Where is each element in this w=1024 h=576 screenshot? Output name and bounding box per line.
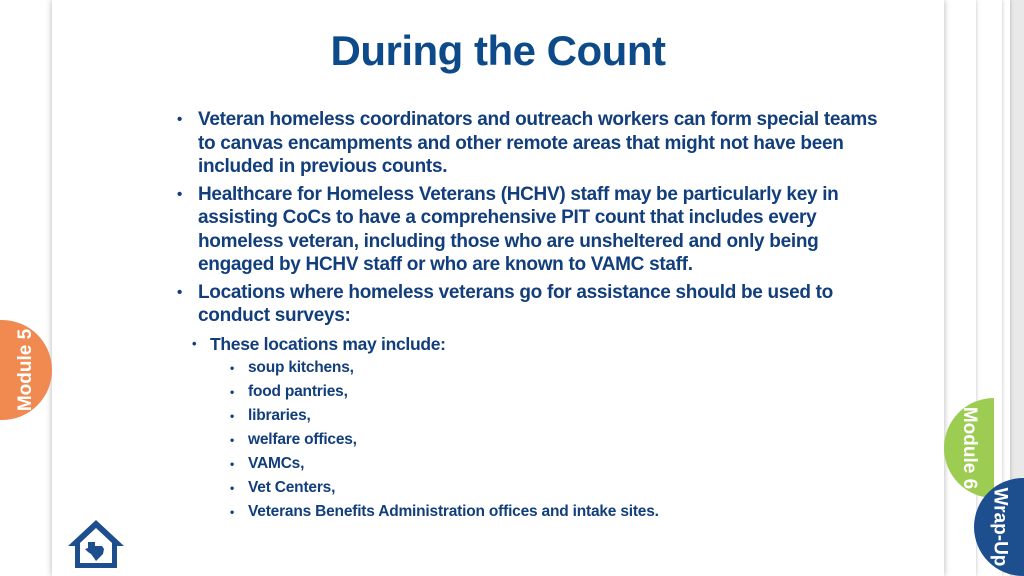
location-item: • libraries, bbox=[210, 404, 892, 428]
bullet-text: Locations where homeless veterans go for assistance should be used to conduct surveys: bbox=[198, 281, 833, 326]
locations-list bbox=[210, 356, 892, 524]
bullet-item: • Veteran homeless coordinators and outreach workers can form special teams to canvas encampments and other remote areas that might not have been included in previous counts. bbox=[172, 108, 892, 179]
location-item: • soup kitchens, bbox=[210, 356, 892, 380]
module-5-tab-label: Module 5 bbox=[15, 328, 36, 412]
location-item: • Vet Centers, bbox=[210, 476, 892, 500]
bullet-list bbox=[172, 108, 892, 524]
sub-bullet-list bbox=[172, 332, 892, 524]
slide-content bbox=[172, 108, 892, 528]
slide bbox=[52, 0, 944, 576]
location-item: • Veterans Benefits Administration offices and intake sites. bbox=[210, 500, 892, 524]
wrap-up-tab-label: Wrap-Up bbox=[989, 487, 1010, 567]
location-item: • food pantries, bbox=[210, 380, 892, 404]
background-page-left bbox=[0, 0, 58, 576]
home-texas-icon[interactable] bbox=[66, 518, 126, 570]
slide-title: During the Count bbox=[330, 27, 666, 74]
bullet-item bbox=[172, 281, 892, 524]
location-item: • VAMCs, bbox=[210, 452, 892, 476]
sub-bullet-item bbox=[172, 332, 892, 524]
module-6-tab-label: Module 6 bbox=[959, 406, 980, 490]
sub-bullet-text: These locations may include: bbox=[210, 333, 446, 354]
bullet-item: • Healthcare for Homeless Veterans (HCHV) staff may be particularly key in assisting CoCs to have a comprehensive PIT count that includes every homeless veteran, including those who are unsheltered and only being engaged by HCHV staff or who are known to VAMC staff. bbox=[172, 183, 892, 277]
location-item: • welfare offices, bbox=[210, 428, 892, 452]
